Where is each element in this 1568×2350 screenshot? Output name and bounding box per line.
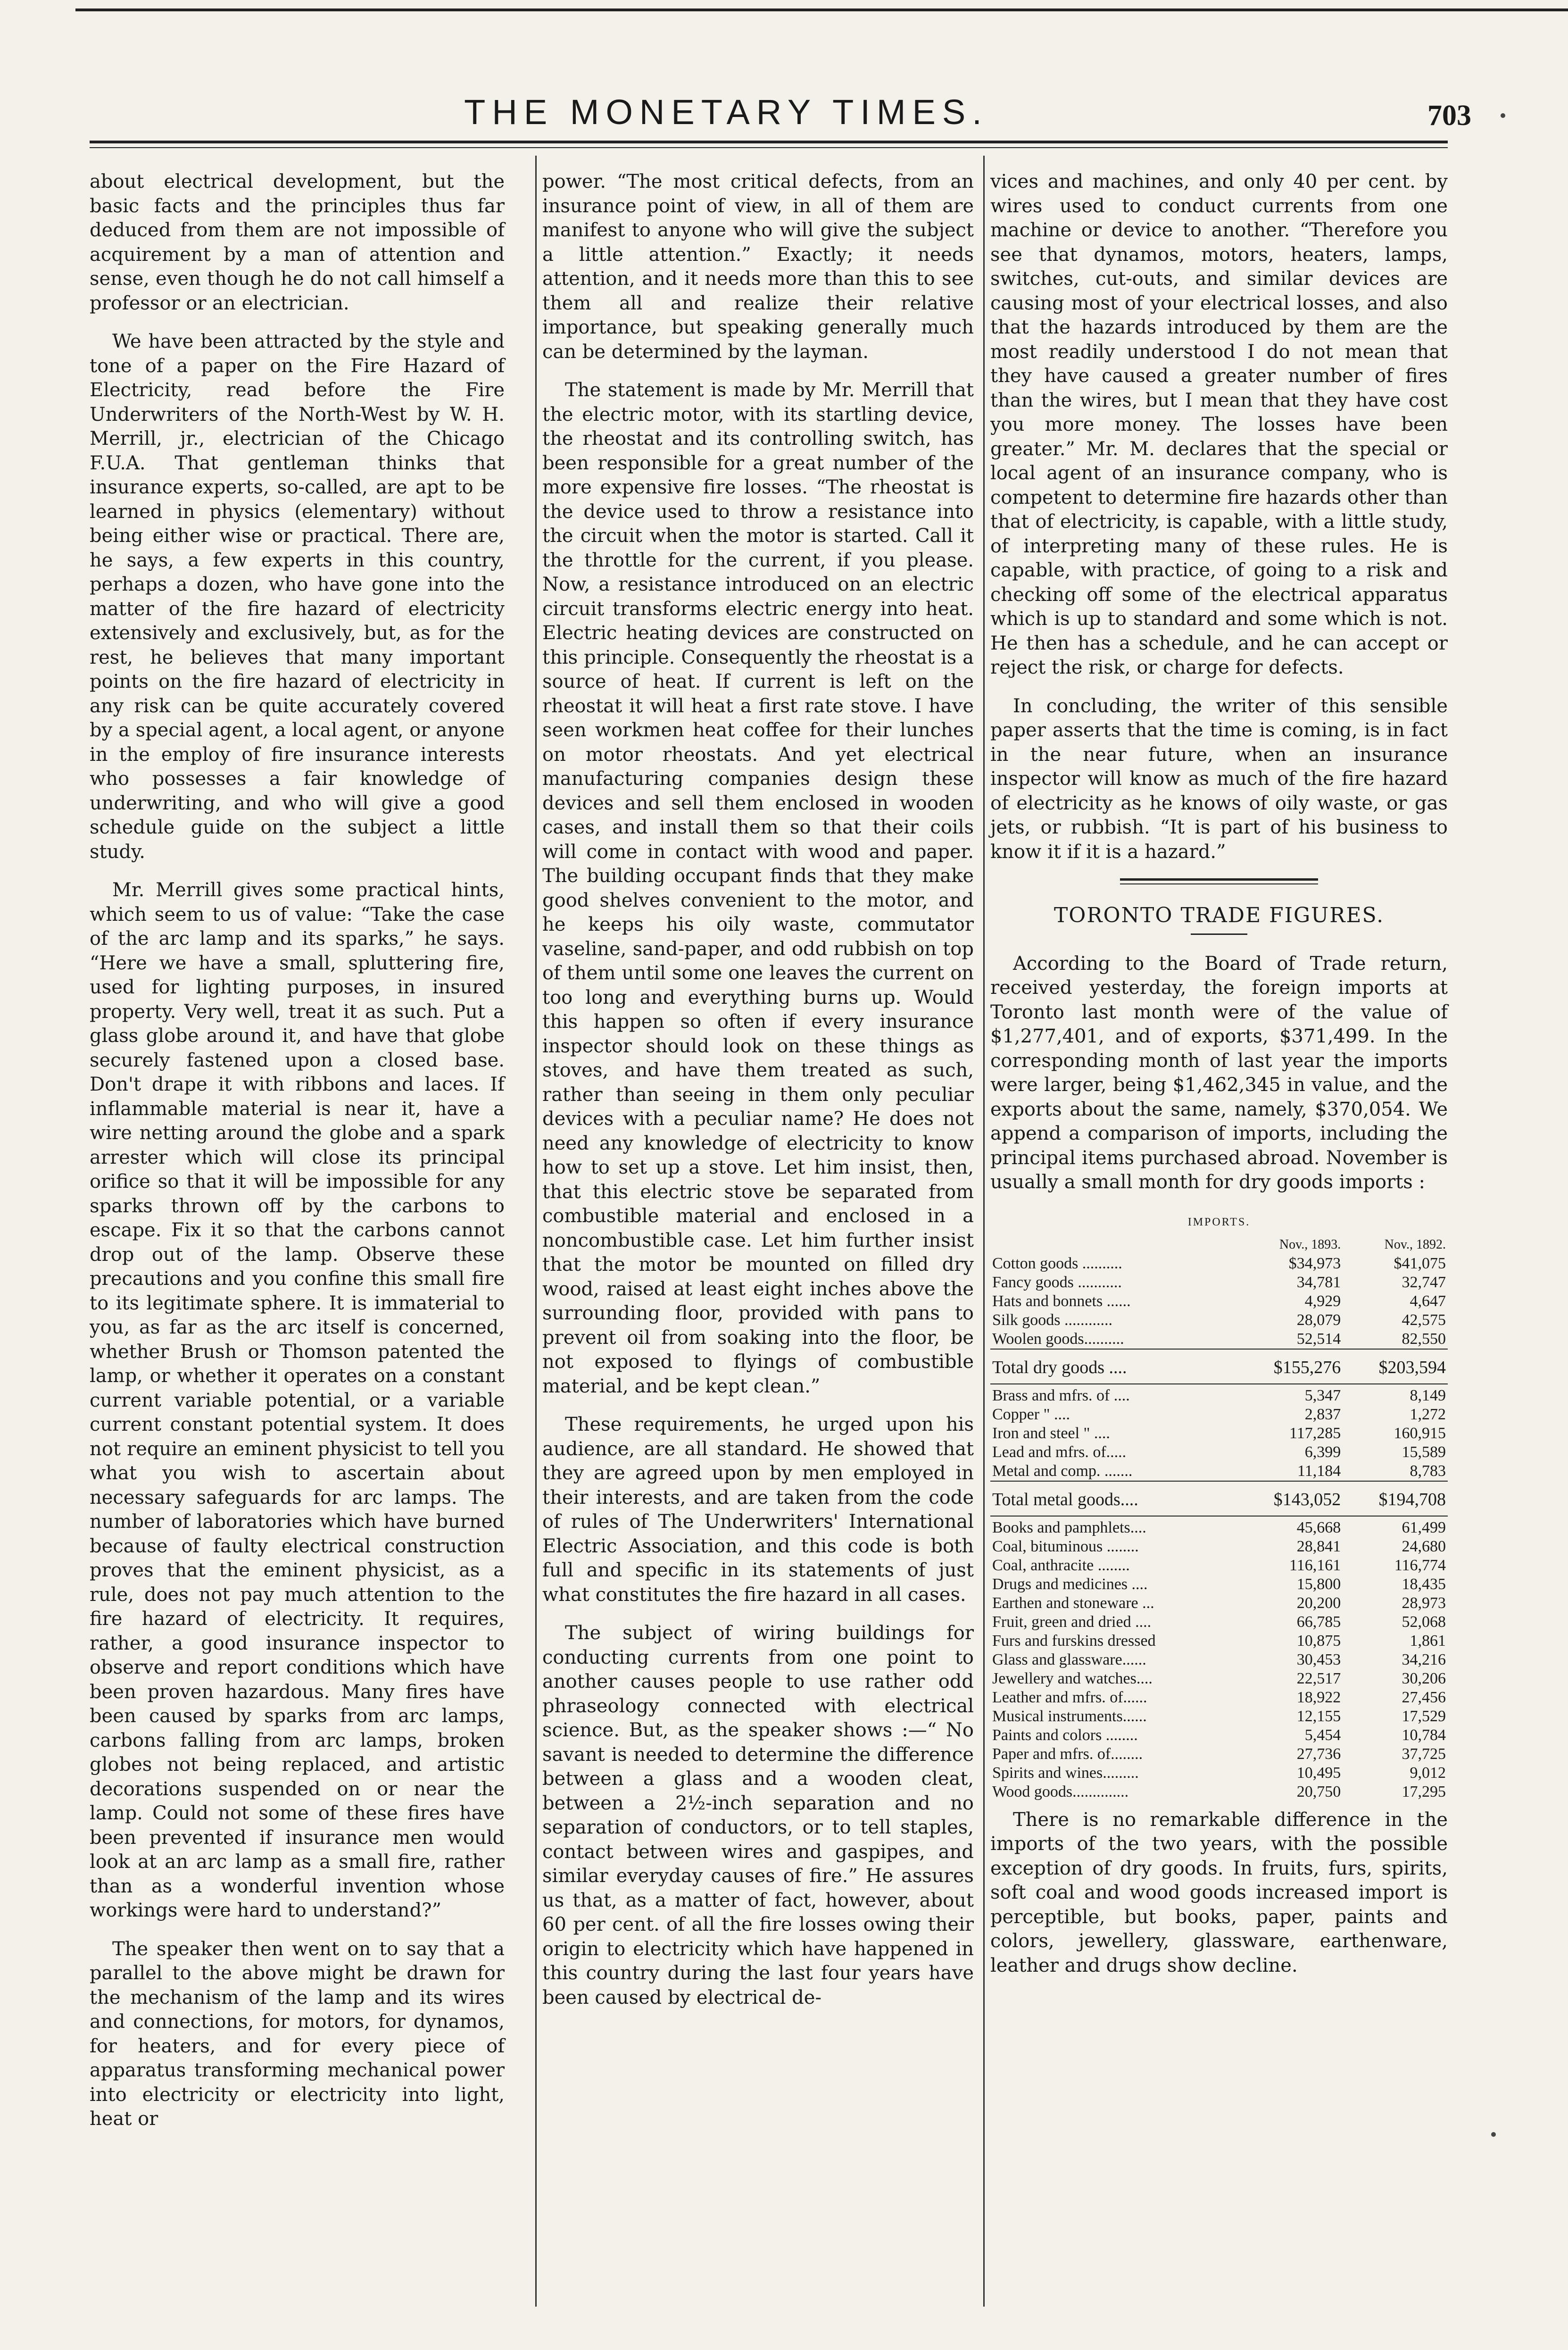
table-cell-1893: 6,399 bbox=[1304, 1443, 1341, 1461]
table-cell-item: Furs and furskins dressed bbox=[992, 1632, 1156, 1650]
total-dry-row bbox=[990, 1351, 1448, 1384]
table-cell-1893: 52,514 bbox=[1296, 1330, 1341, 1348]
table-cell-1893: 2,837 bbox=[1304, 1405, 1341, 1423]
table-cell-1893: 11,184 bbox=[1297, 1462, 1341, 1480]
section-separator-rule bbox=[1120, 878, 1318, 884]
table-row bbox=[990, 1575, 1448, 1594]
table-cell-1893: 18,922 bbox=[1296, 1688, 1341, 1706]
table-row bbox=[990, 1707, 1448, 1726]
table-cell-1892: 15,589 bbox=[1402, 1443, 1446, 1461]
table-cell-1893: 28,079 bbox=[1296, 1311, 1341, 1329]
table-cell-1892: $194,708 bbox=[1378, 1489, 1446, 1509]
table-cell-1892: 27,456 bbox=[1402, 1688, 1446, 1706]
ink-speck bbox=[1501, 113, 1505, 118]
table-cell-item: Fancy goods ........... bbox=[992, 1273, 1122, 1291]
table-cell-1893: 116,161 bbox=[1289, 1556, 1341, 1574]
table-cell-item: Paper and mfrs. of........ bbox=[992, 1745, 1143, 1763]
table-row bbox=[990, 1745, 1448, 1764]
table-cell-item: Metal and comp. ....... bbox=[992, 1462, 1133, 1480]
masthead-title: THE MONETARY TIMES. bbox=[464, 92, 988, 132]
table-cell-item: Hats and bonnets ...... bbox=[992, 1292, 1131, 1310]
table-row bbox=[990, 1764, 1448, 1783]
table-cell-item: Copper " .... bbox=[992, 1405, 1070, 1423]
title-underline bbox=[1191, 933, 1247, 935]
table-cell-1892: 8,783 bbox=[1410, 1462, 1446, 1480]
col2-paragraph-4: The subject of wiring buildings for conducting currents from one point to another causes people to use rather odd phraseology connected with electrical science. But, as the speaker shows :—“ No savant is needed to determine the difference between a glass and a wooden cleat, between a 2½-inch separation and no separation of conductors, or to tell staples, contact between wires and gaspipes, and similar everyday causes of fire.” He assures us that, as a matter of fact, however, about 60 per cent. of all the fire losses owing their origin to electricity which have happened in this country during the last four years have been caused by electrical de- bbox=[542, 1622, 974, 2008]
table-cell-1893: 27,736 bbox=[1296, 1745, 1341, 1763]
table-cell-1892: 17,295 bbox=[1402, 1783, 1446, 1800]
table-cell-item: Brass and mfrs. of .... bbox=[992, 1386, 1130, 1404]
table-cell-item: Spirits and wines......... bbox=[992, 1764, 1139, 1782]
column-1 bbox=[90, 170, 505, 2146]
table-cell-item: Glass and glassware...... bbox=[992, 1650, 1146, 1668]
col2-paragraph-3: These requirements, he urged upon his audience, are all standard. He showed that they are agreed upon by men employed in their interests, and are taken from the code of rules of The Underwriters' International Electric Association, and this code is both full and specific in its statements of just what constitutes the fire hazard in all cases. bbox=[542, 1414, 974, 1606]
table-cell-1892: 9,012 bbox=[1410, 1764, 1446, 1782]
table-row bbox=[990, 1783, 1448, 1801]
table-cell-1892: 42,575 bbox=[1402, 1311, 1446, 1329]
table-caption: IMPORTS. bbox=[1187, 1216, 1251, 1228]
col3-paragraph-1: vices and machines, and only 40 per cent. by wires used to conduct currents from one machine or device to another. “Therefore you see that dynamos, motors, heaters, lamps, switches, cut-outs, and similar devices are causing most of your electrical losses, and also that the hazards introduced by them are the most readily understood I do not mean that they have caused a greater number of fires than the wires, but I mean that they have cost you more money. The losses have been greater.” Mr. M. declares that the special or local agent of an insurance company, who is competent to determine fire hazards other than that of electricity, is capable, with a little study, of interpreting many of these rules. He is capable, with practice, of going to a risk and checking off some of the electrical apparatus which is up to standard and some which is not. He then has a schedule, and he can accept or reject the risk, or charge for defects. bbox=[990, 171, 1448, 678]
table-cell-1893: 45,668 bbox=[1296, 1518, 1341, 1536]
table-cell-1893: $34,973 bbox=[1288, 1254, 1341, 1272]
col1-paragraph-3: Mr. Merrill gives some practical hints, which seem to us of value: “Take the case of the arc lamp and its sparks,” he says. “Here we have a small, spluttering fire, used for lighting purposes, in insured property. Very well, treat it as such. Put a glass globe around it, and have that globe securely fastened upon a closed base. Don't drape it with ribbons and laces. If inflammable material is near it, have a wire netting around the globe and a spark arrester which will close its principal orifice so that it will be impossible for any sparks thrown off by the carbons to escape. Fix it so that the carbons cannot drop out of the lamp. Observe these precautions and you confine this small fire to its legitimate sphere. It is immaterial to you, as far as the arc itself is concerned, whether Brush or Thomson patented the lamp, or whether it operates on a constant current variable potential, or a variable current constant potential system. It does not require an eminent physicist to tell you what you wish to ascertain about necessary safeguards for arc lamps. The number of laboratories which have burned because of faulty electrical construction proves that the eminent physicist, as a rule, does not pay much attention to the fire hazard of electricity. It requires, rather, a good insurance inspector to observe and report conditions which have been proven hazardous. Many fires have been caused by sparks from arc lamps, carbons falling from arc lamps, broken globes not being replaced, and artistic decorations suspended on or near the lamp. Could not some of these fires have been prevented if insurance men would look at an arc lamp as a small fire, rather than as a wonderful invention whose workings were hard to understand?” bbox=[90, 879, 505, 1921]
table-cell-item: Jewellery and watches.... bbox=[992, 1669, 1153, 1687]
table-cell-1892: 28,973 bbox=[1402, 1594, 1446, 1612]
column-2 bbox=[542, 170, 974, 2024]
table-cell-item: Paints and colors ........ bbox=[992, 1726, 1138, 1744]
table-header-1892: Nov., 1892. bbox=[1384, 1237, 1446, 1252]
table-row bbox=[990, 1330, 1448, 1349]
dry-goods-rows bbox=[990, 1254, 1448, 1349]
table-row bbox=[990, 1443, 1448, 1462]
col2-paragraph-1: power. “The most critical defects, from an insurance point of view, in all of them are manifest to anyone who will give the subject a little attention.” Exactly; it needs attention, and it needs more than this to see them all and realize their relative importance, but speaking generally much can be determined by the layman. bbox=[542, 171, 974, 363]
table-row bbox=[990, 1556, 1448, 1575]
table-cell-item: Total dry goods .... bbox=[992, 1357, 1127, 1377]
metal-goods-rows bbox=[990, 1386, 1448, 1481]
table-header-blank bbox=[990, 1235, 1238, 1254]
table-cell-item: Drugs and medicines .... bbox=[992, 1575, 1148, 1593]
table-cell-item: Woolen goods.......... bbox=[992, 1330, 1124, 1348]
col1-paragraph-1: about electrical development, but the basic facts and the principles thus far deduced from them are not impossible of acquirement by a man of attention and sense, even though he do not call himself a professor or an electrician. bbox=[90, 171, 505, 314]
table-cell-1892: 82,550 bbox=[1402, 1330, 1446, 1348]
table-row bbox=[990, 1273, 1448, 1292]
table-cell-1893: 5,347 bbox=[1304, 1386, 1341, 1404]
table-cell-item: Coal, bituminous ........ bbox=[992, 1537, 1139, 1555]
table-cell-1893: 10,495 bbox=[1296, 1764, 1341, 1782]
table-cell-1893: 22,517 bbox=[1296, 1669, 1341, 1687]
table-cell-1893: 4,929 bbox=[1304, 1292, 1341, 1310]
table-cell-1892: 1,861 bbox=[1410, 1632, 1446, 1650]
table-cell-1892: $41,075 bbox=[1394, 1254, 1446, 1272]
table-row bbox=[990, 1594, 1448, 1613]
table-row bbox=[990, 1518, 1448, 1537]
top-edge-rule bbox=[75, 8, 1568, 11]
table-cell-1892: 8,149 bbox=[1410, 1386, 1446, 1404]
table-cell-1892: 32,747 bbox=[1402, 1273, 1446, 1291]
table-cell-item: Musical instruments...... bbox=[992, 1707, 1147, 1725]
col1-paragraph-2: We have been attracted by the style and tone of a paper on the Fire Hazard of Electricity, read before the Fire Underwriters of the North-West by W. H. Merrill, jr., electrician of the Chicago F.U.A. That gentleman thinks that insurance experts, so-called, are apt to be learned in physics (elementary) without being either wise or practical. There are, he says, a few experts in this country, perhaps a dozen, who have gone into the matter of the fire hazard of electricity extensively and exclusively, but, as for the rest, he believes that many important points on the fire hazard of electricity in any risk can be quite accurately covered by a special agent, a local agent, or anyone in the employ of fire insurance interests who possesses a fair knowledge of underwriting, and who will give a good schedule guide on the subject a little study. bbox=[90, 331, 505, 863]
table-cell-1892: 24,680 bbox=[1402, 1537, 1446, 1555]
table-row bbox=[990, 1462, 1448, 1481]
table-cell-item: Fruit, green and dried .... bbox=[992, 1613, 1152, 1631]
table-cell-1892: 116,774 bbox=[1394, 1556, 1446, 1574]
table-row bbox=[990, 1311, 1448, 1330]
table-cell-1893: 34,781 bbox=[1296, 1273, 1341, 1291]
table-row bbox=[990, 1650, 1448, 1669]
table-cell-1892: 160,915 bbox=[1394, 1424, 1446, 1442]
col2-paragraph-2: The statement is made by Mr. Merrill that the electric motor, with its startling device, the rheostat and its controlling switch, has been responsible for a great number of the more expensive fire losses. “The rheostat is the device used to throw a resistance into the circuit when the motor is started. Call it the throttle for the current, if you please. Now, a resistance introduced on an electric circuit transforms electric energy into heat. Electric heating devices are constructed on this principle. Consequently the rheostat is a source of heat. If current is left on the rheostat it will heat a first rate stove. I have seen workmen heat coffee for their lunches on motor rheostats. And yet electrical manufacturing companies design these devices and sell them enclosed in wooden cases, and install them so that their coils will come in contact with wood and paper. The building occupant finds that they make good shelves convenient to the motor, and he keeps his oily waste, commutator vaseline, sand-paper, and odd rubbish on top of them until some one leaves the current on too long and everything burns up. Would this happen so often if every insurance inspector should look on these things as stoves, and have them treated as such, rather than seeing in them only peculiar devices with a peculiar name? He does not need any knowledge of electricity to know how to set up a stove. Let him insist, then, that this electric stove be separated from combustible material and enclosed in a noncombustible case. Let him further insist that the motor be mounted on filled dry wood, raised at least eight inches above the surrounding floor, provided with pans to prevent oil from soaking into the floor, be not exposed to flyings of combustible material, and be kept clean.” bbox=[542, 379, 974, 1397]
other-goods-rows bbox=[990, 1518, 1448, 1801]
table-cell-1893: 20,200 bbox=[1296, 1594, 1341, 1612]
table-cell-item: Silk goods ............ bbox=[992, 1311, 1113, 1329]
table-cell-1892: 18,435 bbox=[1402, 1575, 1446, 1593]
table-cell-1892: 30,206 bbox=[1402, 1669, 1446, 1687]
table-header-1893: Nov., 1893. bbox=[1279, 1237, 1341, 1252]
table-cell-1893: 5,454 bbox=[1304, 1726, 1341, 1744]
ink-speck bbox=[1491, 2132, 1496, 2137]
table-cell-item: Lead and mfrs. of..... bbox=[992, 1443, 1127, 1461]
table-cell-1893: 66,785 bbox=[1296, 1613, 1341, 1631]
table-cell-1892: 37,725 bbox=[1402, 1745, 1446, 1763]
imports-table bbox=[990, 1209, 1448, 1801]
table-cell-item: Coal, anthracite ........ bbox=[992, 1556, 1130, 1574]
table-cell-1892: 17,529 bbox=[1402, 1707, 1446, 1725]
total-metal-row bbox=[990, 1483, 1448, 1516]
table-cell-1893: 15,800 bbox=[1296, 1575, 1341, 1593]
table-cell-1893: 117,285 bbox=[1289, 1424, 1341, 1442]
header-rule-thick bbox=[90, 141, 1448, 143]
table-row bbox=[990, 1424, 1448, 1443]
table-row bbox=[990, 1632, 1448, 1650]
table-cell-1892: 10,784 bbox=[1402, 1726, 1446, 1744]
table-row bbox=[990, 1537, 1448, 1556]
table-cell-1892: 52,068 bbox=[1402, 1613, 1446, 1631]
table-cell-1893: $143,052 bbox=[1273, 1489, 1341, 1509]
page-number: 703 bbox=[1427, 100, 1471, 132]
table-cell-1892: 61,499 bbox=[1402, 1518, 1446, 1536]
table-cell-1893: 28,841 bbox=[1296, 1537, 1341, 1555]
col1-paragraph-4: The speaker then went on to say that a parallel to the above might be drawn for the mechanism of the lamp and its wires and connections, for motors, for dynamos, for heaters, and for every piece of apparatus transforming mechanical power into electricity or electricity into light, heat or bbox=[90, 1938, 505, 2130]
col3-paragraph-2: In concluding, the writer of this sensible paper asserts that the time is coming, is in fact in the near future, when an insurance inspector will know as much of the fire hazard of electricity as he knows of oily waste, or gas jets, or rubbish. “It is part of his business to know it if it is a hazard.” bbox=[990, 695, 1448, 863]
col3-paragraph-3: According to the Board of Trade return, received yesterday, the foreign imports at Toronto last month were of the value of $1,277,401, and of exports, $371,499. In the corresponding month of last year the imports were larger, being $1,462,345 in value, and the exports about the same, namely, $370,054. We append a comparison of imports, including the principal items purchased abroad. November is usually a small month for dry goods imports : bbox=[990, 952, 1448, 1193]
table-cell-item: Earthen and stoneware ... bbox=[992, 1594, 1154, 1612]
table-cell-1892: $203,594 bbox=[1378, 1357, 1446, 1377]
header-rule-thin bbox=[90, 147, 1448, 148]
table-row bbox=[990, 1613, 1448, 1632]
table-row bbox=[990, 1405, 1448, 1424]
table-cell-1892: 34,216 bbox=[1402, 1650, 1446, 1668]
table-cell-1893: 10,875 bbox=[1296, 1632, 1341, 1650]
table-cell-item: Wood goods.............. bbox=[992, 1783, 1129, 1800]
table-cell-1893: 12,155 bbox=[1296, 1707, 1341, 1725]
table-cell-1892: 1,272 bbox=[1410, 1405, 1446, 1423]
table-cell-item: Total metal goods.... bbox=[992, 1489, 1138, 1509]
table-cell-item: Cotton goods .......... bbox=[992, 1254, 1122, 1272]
table-cell-item: Iron and steel " .... bbox=[992, 1424, 1110, 1442]
table-row bbox=[990, 1726, 1448, 1745]
table-row bbox=[990, 1688, 1448, 1707]
table-row bbox=[990, 1292, 1448, 1311]
table-cell-1893: 30,453 bbox=[1296, 1650, 1341, 1668]
column-divider-2 bbox=[983, 156, 985, 2307]
table-cell-item: Books and pamphlets.... bbox=[992, 1518, 1146, 1536]
table-cell-item: Leather and mfrs. of...... bbox=[992, 1688, 1147, 1706]
column-divider-1 bbox=[535, 156, 537, 2307]
table-cell-1893: 20,750 bbox=[1296, 1783, 1341, 1800]
table-cell-1893: $155,276 bbox=[1273, 1357, 1341, 1377]
table-row bbox=[990, 1254, 1448, 1273]
table-row bbox=[990, 1669, 1448, 1688]
section-title: TORONTO TRADE FIGURES. bbox=[1054, 903, 1385, 927]
column-3 bbox=[990, 170, 1448, 1992]
col3-paragraph-4: There is no remarkable difference in the imports of the two years, with the possible exception of dry goods. In fruits, furs, spirits, soft coal and wood goods increased import is perceptible, but books, paper, paints and colors, jewellery, glassware, earthenware, leather and drugs show decline. bbox=[990, 1808, 1448, 1976]
table-cell-1892: 4,647 bbox=[1410, 1292, 1446, 1310]
table-row bbox=[990, 1386, 1448, 1405]
